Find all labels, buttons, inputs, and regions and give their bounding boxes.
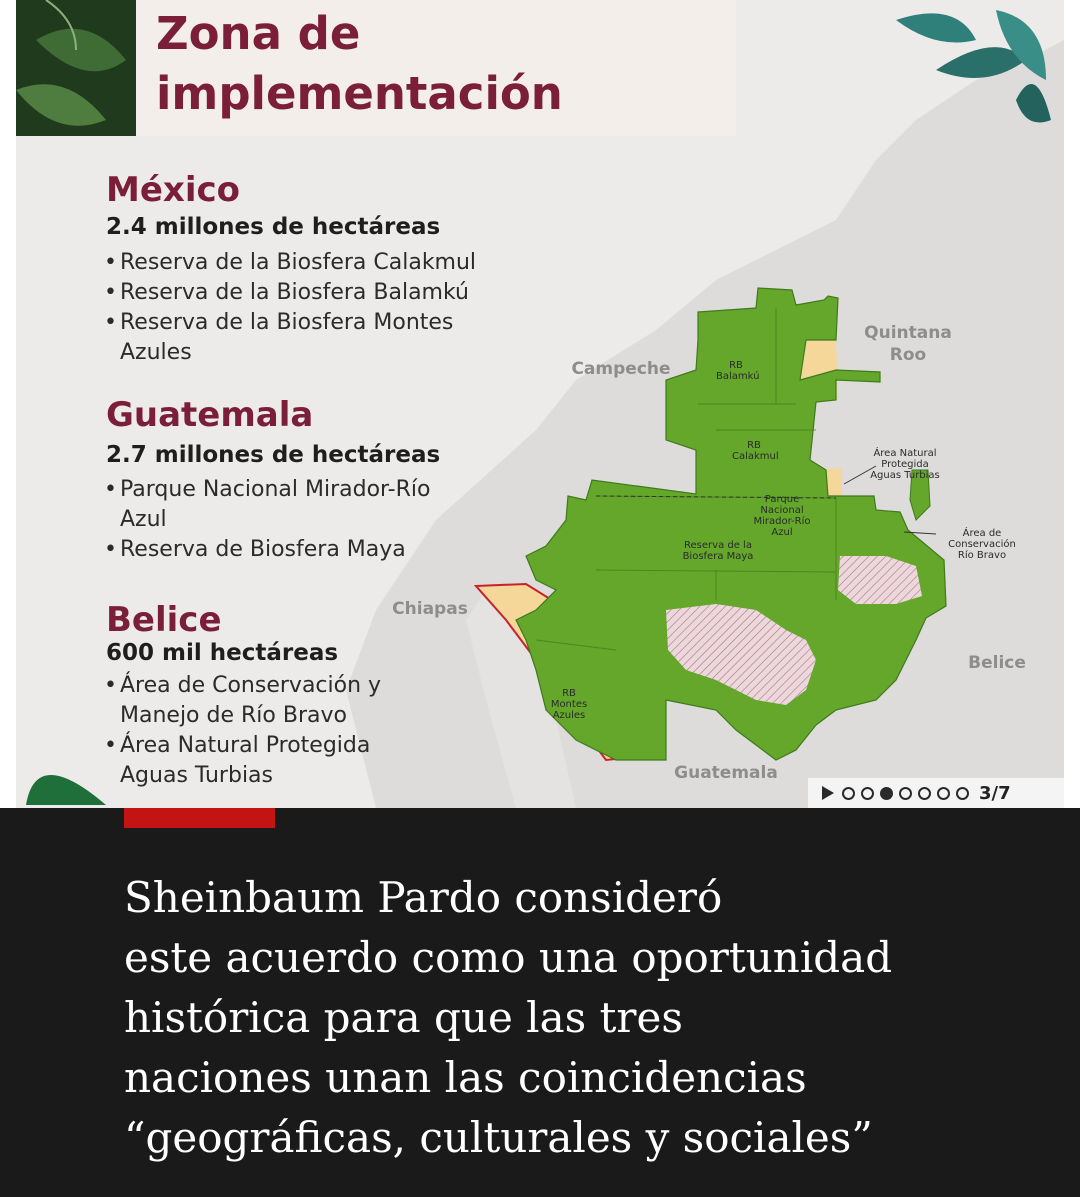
quote-line: histórica para que las tres (124, 993, 683, 1042)
pager-dot[interactable] (918, 787, 931, 800)
quote-line: “geográficas, culturales y sociales” (124, 1113, 873, 1162)
map-area-label-line: Reserva de la (684, 540, 752, 551)
map-label-campeche: Campeche (571, 359, 671, 379)
map-annotation-line: Área de Conservación (948, 528, 1016, 550)
list-item: • Reserva de Biosfera Maya (104, 535, 524, 565)
map-annotation (850, 448, 960, 481)
pager-dot[interactable] (956, 787, 969, 800)
map-annotation (932, 528, 1032, 561)
country-mexico: México (106, 170, 240, 210)
title-line-2: implementación (156, 67, 563, 120)
map-area-label (732, 440, 779, 462)
map-area-label (680, 540, 756, 562)
map-area-label-line: Parque Nacional (760, 494, 804, 516)
quote-line: naciones unan las coincidencias (124, 1053, 807, 1102)
list-item: • Área Natural Protegida Aguas Turbias (104, 731, 420, 791)
list-item: • Área de Conservación y Manejo de Río Bravo (104, 671, 420, 731)
map-area-label-line: Balamkú (716, 371, 760, 382)
quote-line: este acuerdo como una oportunidad (124, 933, 893, 982)
area-guatemala: 2.7 millones de hectáreas (106, 442, 441, 468)
title-line-1: Zona de (156, 7, 361, 60)
pager-dot[interactable] (899, 787, 912, 800)
map-area-label (742, 494, 822, 538)
map-area-label-line: RB (729, 360, 743, 371)
carousel-pager[interactable] (808, 778, 1064, 808)
map-area-label-line: Calakmul (732, 451, 779, 462)
pager-dot-active[interactable] (880, 787, 893, 800)
pager-dot[interactable] (937, 787, 950, 800)
area-belice: 600 mil hectáreas (106, 640, 339, 666)
infographic-card (16, 0, 1064, 808)
list-item: • Reserva de la Biosfera Calakmul (104, 248, 524, 278)
map-area-label-line: Mirador-Río Azul (753, 516, 811, 538)
map-annotation-line: Área Natural Protegida (873, 448, 937, 470)
map-area-label (716, 360, 760, 382)
area-mexico: 2.4 millones de hectáreas (106, 214, 441, 240)
pager-dot[interactable] (861, 787, 874, 800)
map-area-label-line: RB (747, 440, 761, 451)
caption-quote (124, 868, 1004, 1168)
pager-dot[interactable] (842, 787, 855, 800)
map-area-label-line: RB (562, 688, 576, 699)
accent-bar (124, 808, 275, 828)
page-counter: 3/7 (979, 782, 1011, 804)
country-belice: Belice (106, 600, 222, 640)
map-annotation-line: Aguas Turbias (870, 470, 940, 481)
map-area-label (536, 688, 602, 721)
list-item: • Reserva de la Biosfera Balamkú (104, 278, 524, 308)
country-guatemala: Guatemala (106, 395, 314, 435)
quote-line: Sheinbaum Pardo consideró (124, 873, 723, 922)
play-icon[interactable] (820, 785, 836, 801)
map-label-quintana-roo: Quintana Roo (864, 323, 952, 365)
map-annotation-line: Río Bravo (957, 550, 1007, 561)
list-item: • Reserva de la Biosfera Montes Azules (104, 308, 500, 368)
protected-areas-map (16, 0, 1064, 808)
map-label-guatemala: Guatemala (674, 763, 778, 783)
map-label-chiapas: Chiapas (392, 599, 468, 619)
map-area-label-line: Biosfera Maya (682, 551, 754, 562)
list-item: • Parque Nacional Mirador-Río Azul (104, 475, 470, 535)
map-area-label-line: Montes Azules (550, 699, 588, 721)
map-label-belice: Belice (968, 653, 1026, 673)
